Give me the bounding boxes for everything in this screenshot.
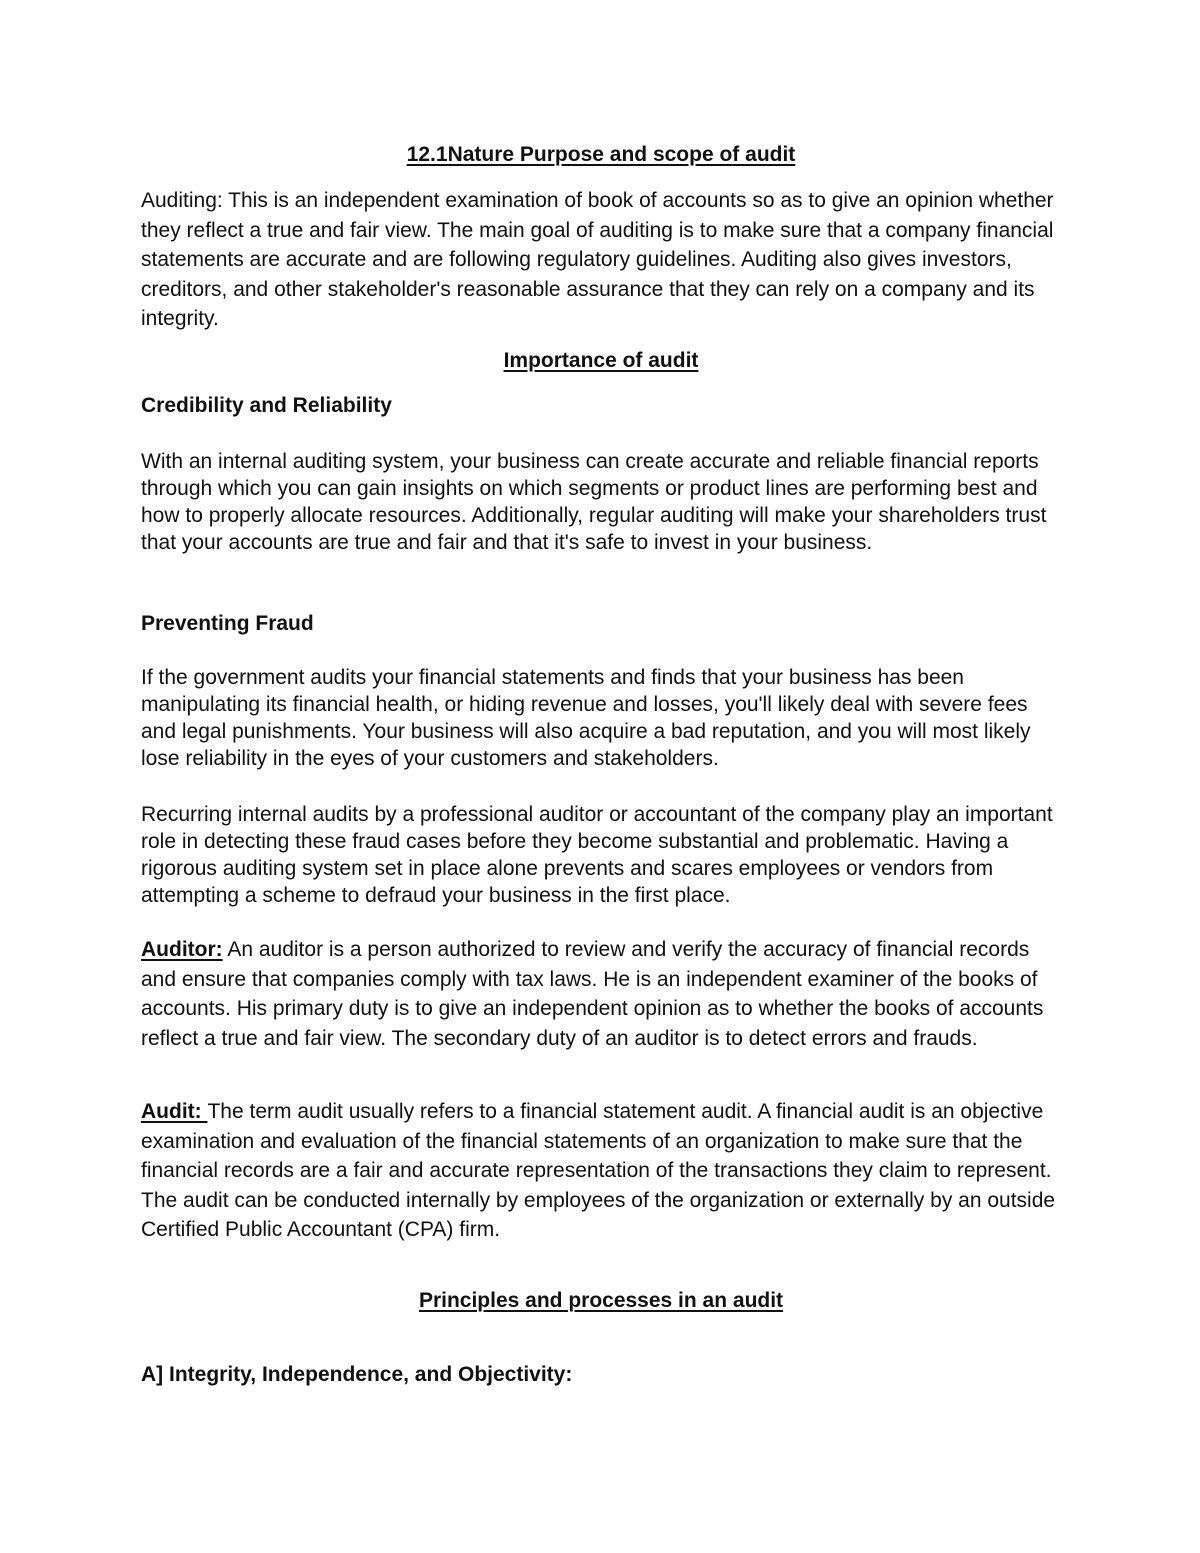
fraud-paragraph-1: If the government audits your financial statements and finds that your business has been manipulating its financial health, or hiding revenue and losses, you'll likely deal with severe fees and legal punishments. Your business will also acquire a bad reputation, and you will most likely lose reliability in the eyes of your customers and stakeholders. bbox=[141, 666, 1031, 770]
document-title: 12.1Nature Purpose and scope of audit bbox=[406, 143, 796, 166]
importance-heading: Importance of audit bbox=[503, 349, 699, 372]
audit-label: Audit: bbox=[141, 1100, 208, 1123]
principles-heading: Principles and processes in an audit bbox=[418, 1289, 784, 1312]
credibility-paragraph: With an internal auditing system, your business can create accurate and reliable financial reports through which you can gain insights on which segments or product lines are performing best and how to properly allocate resources. Additionally, regular auditing will make your shareholders trust that your accounts are true and fair and that it's safe to invest in your business. bbox=[141, 450, 1047, 554]
audit-paragraph bbox=[141, 1097, 1066, 1245]
auditor-paragraph bbox=[141, 935, 1066, 1053]
fraud-heading: Preventing Fraud bbox=[141, 612, 314, 635]
integrity-heading: A] Integrity, Independence, and Objectivity: bbox=[141, 1363, 573, 1386]
credibility-heading: Credibility and Reliability bbox=[141, 394, 392, 417]
fraud-paragraph-2: Recurring internal audits by a professional auditor or accountant of the company play an important role in detecting these fraud cases before they become substantial and problematic. Having a rigorous auditing system set in place alone prevents and scares employees or vendors from attempting a scheme to defraud your business in the first place. bbox=[141, 803, 1053, 907]
auditing-paragraph: Auditing: This is an independent examination of book of accounts so as to give an opinion whether they reflect a true and fair view. The main goal of auditing is to make sure that a company financial statements are accurate and are following regulatory guidelines. Auditing also gives investors, creditors, and other stakeholder's reasonable assurance that they can rely on a company and its integrity. bbox=[141, 189, 1054, 330]
auditor-label: Auditor: bbox=[141, 938, 223, 961]
auditor-text: An auditor is a person authorized to review and verify the accuracy of financial records and ensure that companies comply with tax laws. He is an independent examiner of the books of accounts. His primary duty is to give an independent opinion as to whether the books of accounts reflect a true and fair view. The secondary duty of an auditor is to detect errors and frauds. bbox=[141, 938, 1044, 1050]
audit-text: The term audit usually refers to a financial statement audit. A financial audit is an objective examination and evaluation of the financial statements of an organization to make sure that the financial records are a fair and accurate representation of the transactions they claim to represent. The audit can be conducted internally by employees of the organization or externally by an outside Certified Public Accountant (CPA) firm. bbox=[141, 1100, 1056, 1241]
